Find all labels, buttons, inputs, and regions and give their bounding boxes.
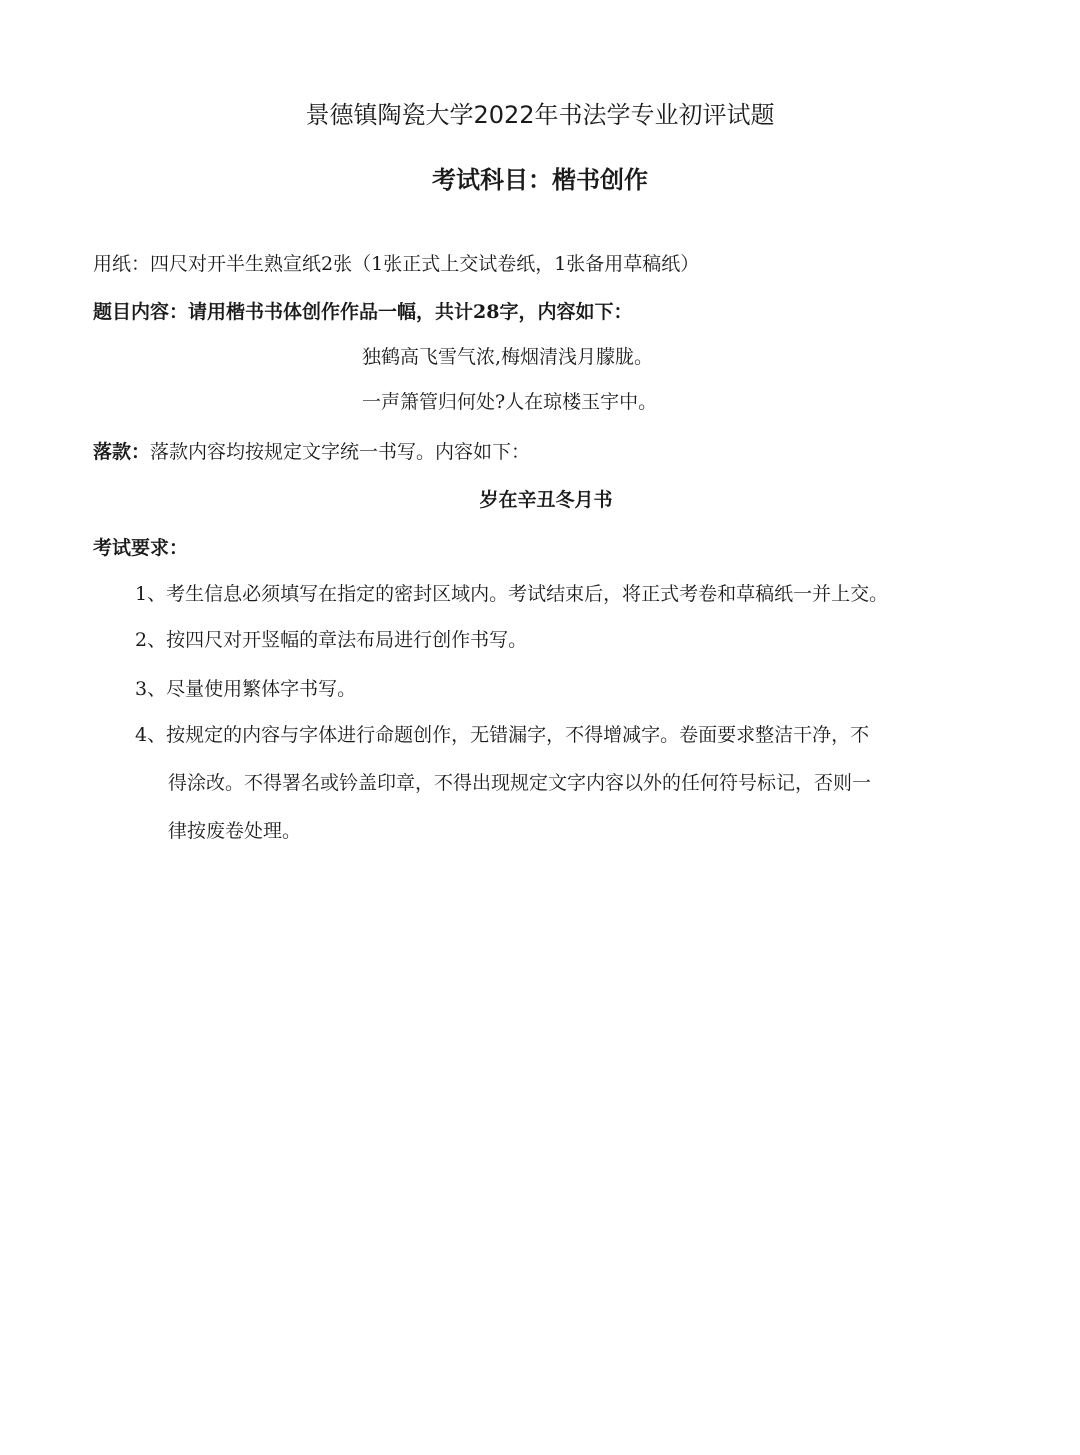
poem-line-1: 独鹤高飞雪气浓,梅烟清浅月朦胧。 (362, 346, 654, 368)
inscription-content: 岁在辛丑冬月书 (479, 489, 613, 511)
requirement-item-4-line-2: 得涂改。不得署名或钤盖印章，不得出现规定文字内容以外的任何符号标记，否则一 (168, 772, 872, 794)
requirement-item-2: 2、按四尺对开竖幅的章法布局进行创作书写。 (135, 629, 528, 651)
topic-line: 题目内容：请用楷书书体创作作品一幅，共计28字，内容如下： (93, 301, 633, 323)
document-title: 景德镇陶瓷大学2022年书法学专业初评试题 (305, 101, 775, 129)
inscription-label: 落款： (93, 441, 151, 463)
poem-line-2: 一声箫管归何处?人在琼楼玉宇中。 (362, 391, 658, 413)
paper-text: 四尺对开半生熟宣纸2张（1张正式上交试卷纸，1张备用草稿纸） (150, 253, 700, 275)
requirement-item-4-line-3: 律按废卷处理。 (168, 820, 302, 842)
requirement-item-3: 3、尽量使用繁体字书写。 (135, 678, 357, 700)
inscription-line (93, 438, 530, 466)
inscription-text: 落款内容均按规定文字统一书写。内容如下： (150, 441, 531, 463)
requirement-item-1: 1、考生信息必须填写在指定的密封区域内。考试结束后，将正式考卷和草稿纸一并上交。 (135, 583, 889, 605)
exam-subject: 考试科目：楷书创作 (432, 166, 648, 194)
paper-label: 用纸： (93, 253, 151, 275)
requirements-heading: 考试要求： (93, 537, 189, 559)
requirement-item-4-line-1: 4、按规定的内容与字体进行命题创作，无错漏字，不得增减字。卷面要求整洁干净，不 (135, 724, 870, 746)
paper-line (93, 250, 699, 278)
